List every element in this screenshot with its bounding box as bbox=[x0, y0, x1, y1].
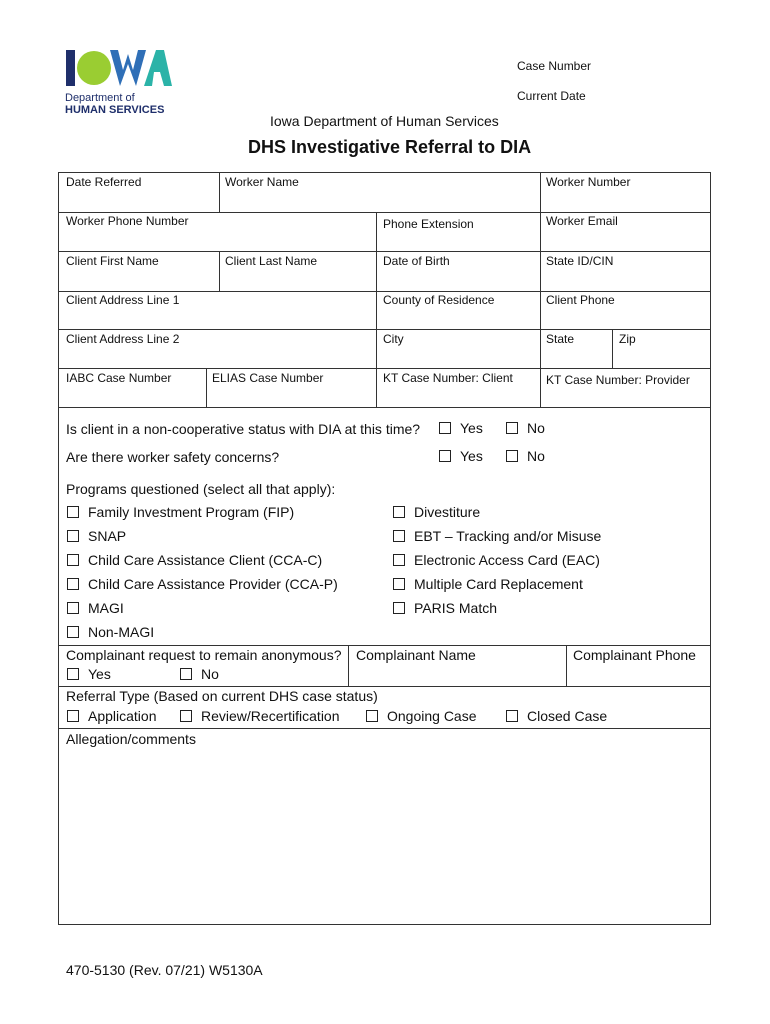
program-magi-option[interactable]: MAGI bbox=[67, 600, 124, 616]
city-field[interactable]: City bbox=[383, 332, 404, 346]
divider bbox=[58, 645, 711, 646]
checkbox-icon[interactable] bbox=[67, 602, 79, 614]
checkbox-icon[interactable] bbox=[366, 710, 378, 722]
referral-type-heading: Referral Type (Based on current DHS case status) bbox=[66, 688, 378, 704]
date-of-birth-field[interactable]: Date of Birth bbox=[383, 254, 450, 268]
worker-phone-field[interactable]: Worker Phone Number bbox=[66, 214, 189, 228]
client-phone-field[interactable]: Client Phone bbox=[546, 293, 615, 307]
county-of-residence-field[interactable]: County of Residence bbox=[383, 293, 495, 307]
zip-field[interactable]: Zip bbox=[619, 332, 636, 346]
program-ebt-option[interactable]: EBT – Tracking and/or Misuse bbox=[393, 528, 601, 544]
referral-application-option[interactable]: Application bbox=[67, 708, 157, 724]
checkbox-icon[interactable] bbox=[393, 578, 405, 590]
anonymous-question: Complainant request to remain anonymous? bbox=[66, 647, 342, 663]
safety-question: Are there worker safety concerns? bbox=[66, 449, 280, 465]
client-address-1-field[interactable]: Client Address Line 1 bbox=[66, 293, 180, 307]
client-address-2-field[interactable]: Client Address Line 2 bbox=[66, 332, 180, 346]
checkbox-icon[interactable] bbox=[393, 506, 405, 518]
anonymous-yes-option[interactable]: Yes bbox=[67, 666, 111, 682]
checkbox-icon[interactable] bbox=[67, 530, 79, 542]
program-snap-option[interactable]: SNAP bbox=[67, 528, 126, 544]
iowa-wordmark-logo bbox=[64, 44, 174, 90]
checkbox-icon[interactable] bbox=[506, 422, 518, 434]
program-multiple-card-option[interactable]: Multiple Card Replacement bbox=[393, 576, 583, 592]
client-info-grid bbox=[58, 172, 711, 408]
case-number-label: Case Number bbox=[517, 59, 592, 73]
worker-email-field[interactable]: Worker Email bbox=[546, 214, 618, 228]
worker-name-field[interactable]: Worker Name bbox=[225, 175, 299, 189]
programs-heading: Programs questioned (select all that apply): bbox=[66, 481, 336, 497]
checkbox-icon[interactable] bbox=[180, 710, 192, 722]
noncoop-yes-option[interactable]: Yes bbox=[439, 420, 483, 436]
kt-case-provider-field[interactable]: KT Case Number: Provider bbox=[546, 373, 690, 387]
anonymous-no-option[interactable]: No bbox=[180, 666, 219, 682]
checkbox-icon[interactable] bbox=[506, 450, 518, 462]
agency-name: Iowa Department of Human Services bbox=[270, 113, 499, 129]
checkbox-icon[interactable] bbox=[67, 710, 79, 722]
divider bbox=[348, 645, 349, 686]
checkbox-icon[interactable] bbox=[393, 554, 405, 566]
elias-case-number-field[interactable]: ELIAS Case Number bbox=[212, 371, 324, 385]
noncoop-no-option[interactable]: No bbox=[506, 420, 545, 436]
checkbox-icon[interactable] bbox=[393, 530, 405, 542]
safety-yes-option[interactable]: Yes bbox=[439, 448, 483, 464]
state-field[interactable]: State bbox=[546, 332, 575, 346]
checkbox-icon[interactable] bbox=[393, 602, 405, 614]
checkbox-icon[interactable] bbox=[67, 578, 79, 590]
referral-review-option[interactable]: Review/Recertification bbox=[180, 708, 340, 724]
program-non-magi-option[interactable]: Non-MAGI bbox=[67, 624, 154, 640]
client-first-name-field[interactable]: Client First Name bbox=[66, 254, 159, 268]
checkbox-icon[interactable] bbox=[67, 554, 79, 566]
checkbox-icon[interactable] bbox=[180, 668, 192, 680]
noncooperative-question: Is client in a non-cooperative status with DIA at this time? bbox=[66, 421, 421, 437]
complainant-name-field[interactable]: Complainant Name bbox=[356, 647, 476, 663]
kt-case-client-field[interactable]: KT Case Number: Client bbox=[383, 371, 513, 385]
client-last-name-field[interactable]: Client Last Name bbox=[225, 254, 318, 268]
checkbox-icon[interactable] bbox=[439, 422, 451, 434]
iowa-dhs-logo bbox=[64, 44, 174, 120]
program-eac-option[interactable]: Electronic Access Card (EAC) bbox=[393, 552, 600, 568]
phone-extension-field[interactable]: Phone Extension bbox=[383, 217, 474, 231]
divider bbox=[58, 686, 711, 687]
program-cca-p-option[interactable]: Child Care Assistance Provider (CCA-P) bbox=[67, 576, 338, 592]
worker-number-field[interactable]: Worker Number bbox=[546, 175, 631, 189]
logo-dept-line1: Department of bbox=[65, 92, 135, 104]
form-number-footer: 470-5130 (Rev. 07/21) W5130A bbox=[66, 962, 263, 978]
checkbox-icon[interactable] bbox=[67, 506, 79, 518]
checkbox-icon[interactable] bbox=[439, 450, 451, 462]
iabc-case-number-field[interactable]: IABC Case Number bbox=[66, 371, 172, 385]
program-fip-option[interactable]: Family Investment Program (FIP) bbox=[67, 504, 294, 520]
checkbox-icon[interactable] bbox=[506, 710, 518, 722]
program-divestiture-option[interactable]: Divestiture bbox=[393, 504, 480, 520]
logo-dept-line2: HUMAN SERVICES bbox=[65, 104, 165, 116]
divider bbox=[566, 645, 567, 686]
referral-closed-option[interactable]: Closed Case bbox=[506, 708, 607, 724]
program-cca-c-option[interactable]: Child Care Assistance Client (CCA-C) bbox=[67, 552, 322, 568]
checkbox-icon[interactable] bbox=[67, 668, 79, 680]
program-paris-match-option[interactable]: PARIS Match bbox=[393, 600, 497, 616]
checkbox-icon[interactable] bbox=[67, 626, 79, 638]
date-referred-field[interactable]: Date Referred bbox=[66, 175, 142, 189]
safety-no-option[interactable]: No bbox=[506, 448, 545, 464]
divider bbox=[58, 728, 711, 729]
complainant-phone-field[interactable]: Complainant Phone bbox=[573, 647, 696, 663]
current-date-label: Current Date bbox=[517, 89, 586, 103]
referral-ongoing-option[interactable]: Ongoing Case bbox=[366, 708, 477, 724]
page-title: DHS Investigative Referral to DIA bbox=[248, 137, 532, 157]
state-id-field[interactable]: State ID/CIN bbox=[546, 254, 614, 268]
allegation-comments-field[interactable]: Allegation/comments bbox=[66, 731, 196, 747]
